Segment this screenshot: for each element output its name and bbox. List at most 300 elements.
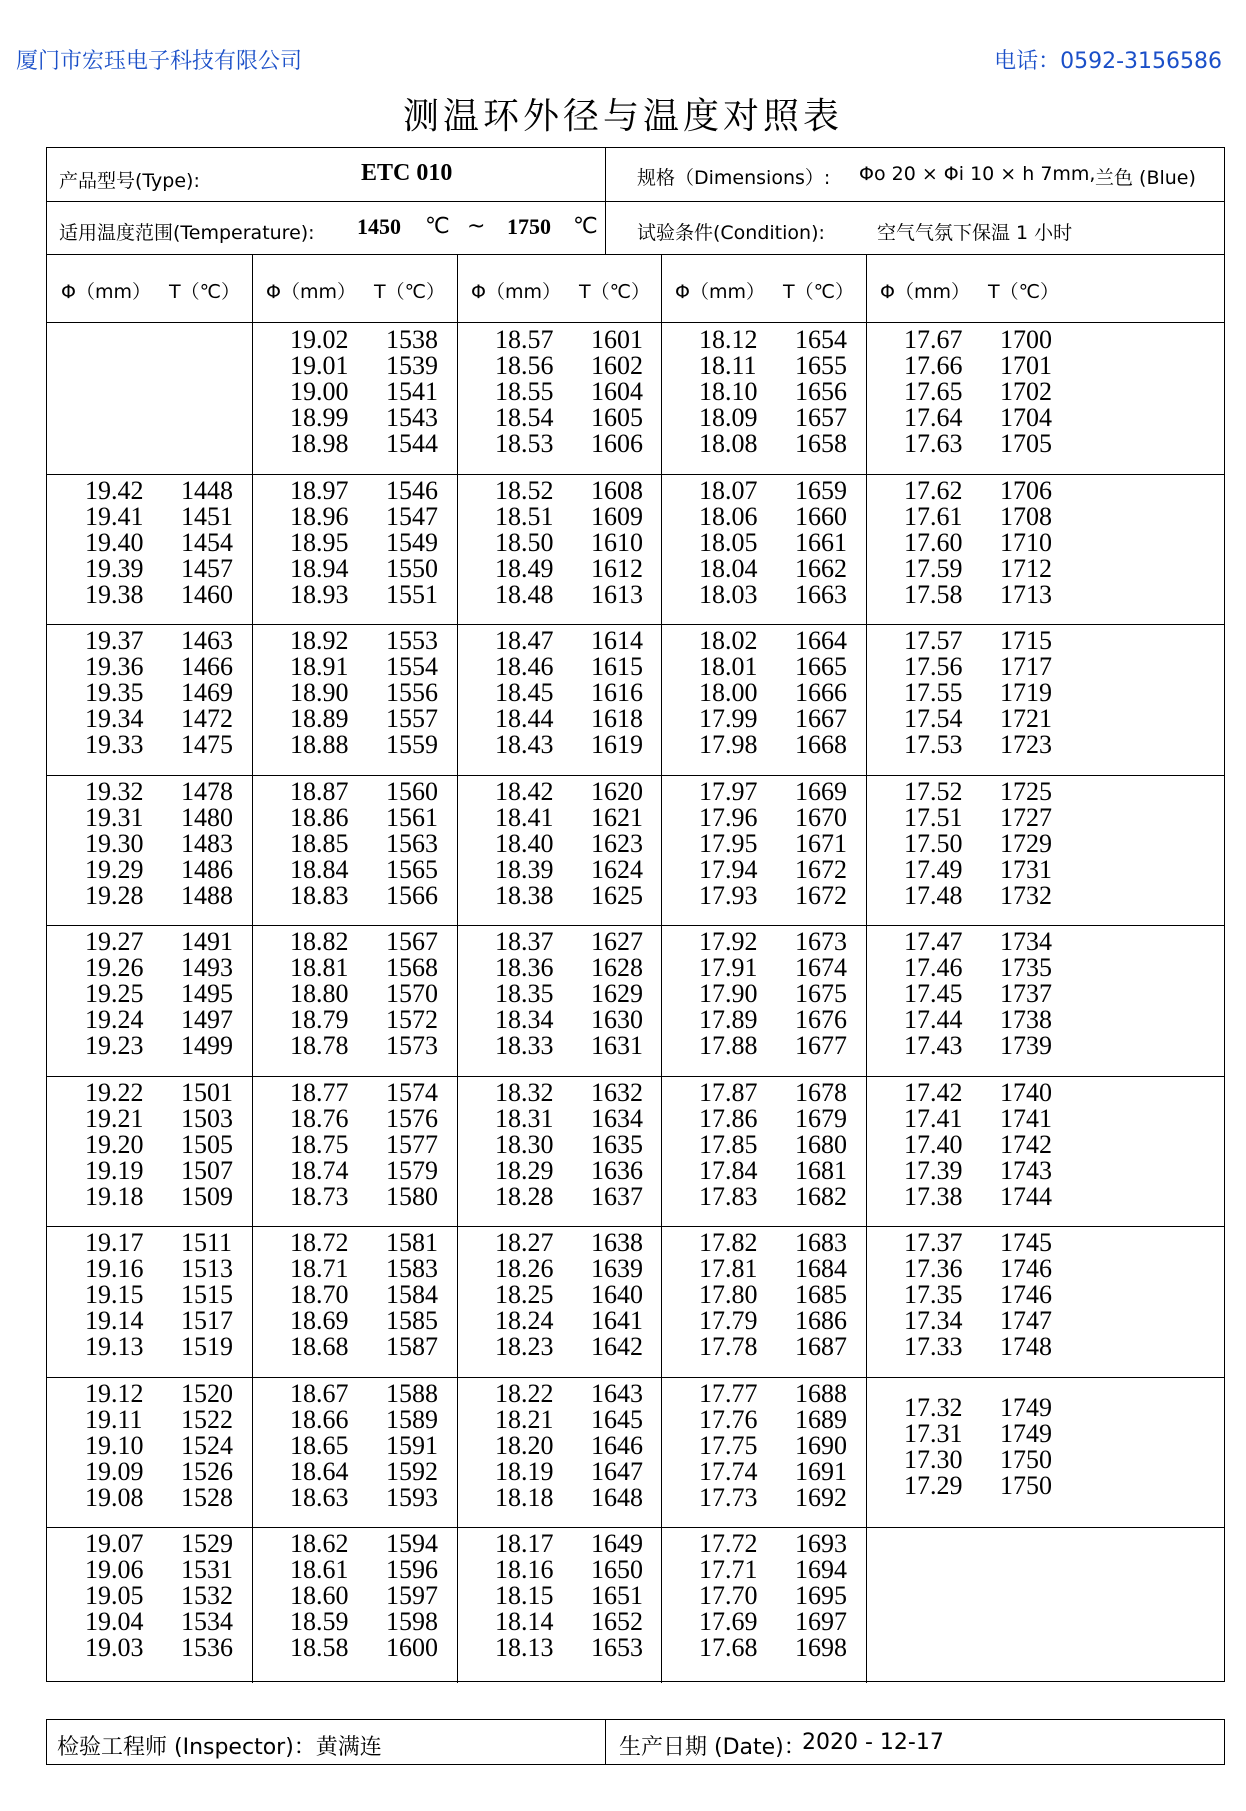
diameter-value: 19.23	[85, 1031, 144, 1060]
temperature-value: 1451	[181, 501, 233, 531]
diameter-value: 18.54	[495, 403, 554, 432]
diameter-value: 19.42	[85, 475, 144, 505]
temperature-value: 1656	[795, 377, 847, 406]
temperature-value: 1648	[591, 1482, 643, 1512]
diameter-value: 17.81	[699, 1254, 758, 1283]
temperature-value: 1565	[386, 854, 438, 884]
group-separator	[457, 925, 661, 926]
temperature-value: 1563	[386, 828, 438, 858]
diameter-value: 17.96	[699, 802, 758, 832]
temperature-value: 1522	[181, 1404, 233, 1434]
diameter-value: 17.73	[699, 1482, 758, 1512]
diameter-value: 18.41	[495, 802, 554, 832]
temperature-value: 1597	[386, 1581, 438, 1610]
temperature-value: 1531	[181, 1555, 233, 1584]
temperature-value: 1606	[591, 429, 643, 458]
diameter-value: 19.24	[85, 1005, 144, 1034]
temperature-value: 1654	[795, 325, 847, 354]
temperature-value: 1686	[795, 1306, 847, 1335]
diameter-value: 19.21	[85, 1103, 144, 1133]
temperature-unit: ℃	[425, 214, 450, 239]
diameter-value: 17.33	[904, 1332, 963, 1361]
temperature-value: 1684	[795, 1254, 847, 1283]
column-header-temperature: T（℃）	[988, 281, 1059, 303]
group-separator	[457, 1076, 661, 1077]
temperature-value: 1604	[591, 377, 643, 406]
temperature-value: 1630	[591, 1005, 643, 1034]
temperature-value: 1534	[181, 1607, 233, 1636]
temperature-value: 1667	[795, 704, 847, 733]
color-value: 兰色 (Blue)	[1095, 167, 1196, 189]
temperature-value: 1750	[1000, 1444, 1052, 1474]
diameter-value: 17.53	[904, 730, 963, 759]
diameter-value: 18.29	[495, 1155, 554, 1185]
temperature-value: 1658	[795, 429, 847, 458]
diameter-value: 17.75	[699, 1430, 758, 1460]
temperature-value: 1602	[591, 351, 643, 380]
temperature-value: 1618	[591, 704, 643, 733]
temperature-label: 适用温度范围(Temperature):	[59, 222, 315, 244]
temperature-value: 1557	[386, 704, 438, 733]
temperature-value: 1688	[795, 1378, 847, 1408]
temperature-value: 1513	[181, 1254, 233, 1283]
diameter-value: 17.99	[699, 704, 758, 733]
diameter-value: 19.38	[85, 579, 144, 609]
temperature-value: 1598	[386, 1607, 438, 1636]
diameter-value: 18.56	[495, 351, 554, 380]
diameter-value: 18.93	[290, 579, 349, 609]
temperature-value: 1731	[1000, 854, 1052, 884]
temperature-value: 1744	[1000, 1181, 1052, 1211]
temperature-value: 1579	[386, 1155, 438, 1185]
diameter-value: 17.83	[699, 1181, 758, 1211]
temperature-value: 1559	[386, 730, 438, 759]
diameter-value: 17.36	[904, 1254, 963, 1283]
temperature-value: 1472	[181, 704, 233, 733]
temperature-value: 1460	[181, 579, 233, 609]
temperature-value: 1624	[591, 854, 643, 884]
temperature-value: 1692	[795, 1482, 847, 1512]
diameter-value: 18.46	[495, 652, 554, 681]
group-separator	[252, 1226, 457, 1227]
diameter-value: 18.47	[495, 626, 554, 655]
diameter-value: 18.90	[290, 678, 349, 707]
type-value: ETC 010	[361, 160, 453, 186]
temperature-value: 1657	[795, 403, 847, 432]
diameter-value: 19.22	[85, 1077, 144, 1107]
temperature-value: 1697	[795, 1607, 847, 1636]
diameter-value: 18.35	[495, 979, 554, 1008]
column-divider	[866, 255, 867, 1683]
diameter-value: 17.80	[699, 1280, 758, 1309]
temperature-value: 1727	[1000, 802, 1052, 832]
temperature-value: 1463	[181, 626, 233, 655]
diameter-value: 17.84	[699, 1155, 758, 1185]
dimensions-value: Φo 20 × Φi 10 × h 7mm,	[859, 163, 1096, 185]
temperature-value: 1749	[1000, 1418, 1052, 1448]
temperature-value: 1554	[386, 652, 438, 681]
temperature-value: 1553	[386, 626, 438, 655]
temperature-value: 1596	[386, 1555, 438, 1584]
group-separator	[47, 1377, 252, 1378]
temperature-value: 1594	[386, 1529, 438, 1558]
temperature-value: 1486	[181, 854, 233, 884]
temperature-value: 1729	[1000, 828, 1052, 858]
temperature-value: 1541	[386, 377, 438, 406]
temperature-value: 1717	[1000, 652, 1052, 681]
group-separator	[47, 1076, 252, 1077]
column-header-temperature: T（℃）	[169, 281, 240, 303]
temperature-value: 1725	[1000, 776, 1052, 806]
diameter-value: 18.06	[699, 501, 758, 531]
diameter-value: 18.52	[495, 475, 554, 505]
diameter-value: 18.77	[290, 1077, 349, 1107]
temperature-value: 1649	[591, 1529, 643, 1558]
diameter-value: 18.20	[495, 1430, 554, 1460]
temperature-value: 1591	[386, 1430, 438, 1460]
group-separator	[457, 474, 661, 475]
diameter-value: 17.92	[699, 927, 758, 956]
diameter-value: 18.27	[495, 1228, 554, 1257]
temperature-value: 1585	[386, 1306, 438, 1335]
diameter-value: 17.66	[904, 351, 963, 380]
diameter-value: 17.78	[699, 1332, 758, 1361]
temperature-value: 1609	[591, 501, 643, 531]
diameter-value: 19.12	[85, 1378, 144, 1408]
diameter-value: 17.41	[904, 1103, 963, 1133]
temperature-value: 1672	[795, 854, 847, 884]
temperature-value: 1613	[591, 579, 643, 609]
temperature-value: 1614	[591, 626, 643, 655]
diameter-value: 17.44	[904, 1005, 963, 1034]
diameter-value: 18.24	[495, 1306, 554, 1335]
diameter-value: 17.30	[904, 1444, 963, 1474]
temperature-value: 1687	[795, 1332, 847, 1361]
temperature-value: 1623	[591, 828, 643, 858]
diameter-value: 18.48	[495, 579, 554, 609]
temperature-value: 1529	[181, 1529, 233, 1558]
temperature-value: 1706	[1000, 475, 1052, 505]
diameter-value: 18.76	[290, 1103, 349, 1133]
diameter-value: 19.33	[85, 730, 144, 759]
temperature-value: 1713	[1000, 579, 1052, 609]
temperature-value: 1556	[386, 678, 438, 707]
temperature-value: 1505	[181, 1129, 233, 1159]
diameter-value: 18.75	[290, 1129, 349, 1159]
column-divider	[252, 255, 253, 1683]
temperature-value: 1488	[181, 880, 233, 910]
temperature-value: 1710	[1000, 527, 1052, 557]
column-header-row	[47, 255, 1224, 323]
diameter-value: 18.25	[495, 1280, 554, 1309]
diameter-value: 18.68	[290, 1332, 349, 1361]
diameter-value: 18.73	[290, 1181, 349, 1211]
calibration-table	[46, 147, 1225, 1682]
temperature-value: 1448	[181, 475, 233, 505]
temperature-value: 1561	[386, 802, 438, 832]
diameter-value: 19.37	[85, 626, 144, 655]
group-separator	[866, 1076, 1224, 1077]
info-row-type	[47, 148, 1224, 202]
temperature-value: 1583	[386, 1254, 438, 1283]
temperature-value: 1664	[795, 626, 847, 655]
group-separator	[47, 1226, 252, 1227]
temperature-value: 1581	[386, 1228, 438, 1257]
temperature-value: 1627	[591, 927, 643, 956]
diameter-value: 18.85	[290, 828, 349, 858]
group-separator	[252, 925, 457, 926]
diameter-value: 19.16	[85, 1254, 144, 1283]
temperature-value: 1735	[1000, 953, 1052, 982]
diameter-value: 17.95	[699, 828, 758, 858]
temperature-value: 1679	[795, 1103, 847, 1133]
group-separator	[866, 1527, 1224, 1528]
temperature-value: 1661	[795, 527, 847, 557]
temperature-min: 1450	[357, 214, 401, 239]
diameter-value: 17.29	[904, 1470, 963, 1500]
diameter-value: 19.26	[85, 953, 144, 982]
column-header-temperature: T（℃）	[783, 281, 854, 303]
diameter-value: 19.34	[85, 704, 144, 733]
diameter-value: 19.06	[85, 1555, 144, 1584]
diameter-value: 17.88	[699, 1031, 758, 1060]
diameter-value: 17.62	[904, 475, 963, 505]
temperature-value: 1685	[795, 1280, 847, 1309]
diameter-value: 17.93	[699, 880, 758, 910]
temperature-value: 1573	[386, 1031, 438, 1060]
diameter-value: 18.42	[495, 776, 554, 806]
diameter-value: 17.55	[904, 678, 963, 707]
group-separator	[661, 474, 866, 475]
diameter-value: 17.89	[699, 1005, 758, 1034]
temperature-value: 1497	[181, 1005, 233, 1034]
temperature-value: 1691	[795, 1456, 847, 1486]
temperature-value: 1708	[1000, 501, 1052, 531]
temperature-value: 1740	[1000, 1077, 1052, 1107]
temperature-value: 1747	[1000, 1306, 1052, 1335]
temperature-value: 1466	[181, 652, 233, 681]
diameter-value: 18.38	[495, 880, 554, 910]
group-separator	[457, 775, 661, 776]
temperature-value: 1605	[591, 403, 643, 432]
temperature-value: 1560	[386, 776, 438, 806]
diameter-value: 19.15	[85, 1280, 144, 1309]
diameter-value: 17.32	[904, 1392, 963, 1422]
temperature-value: 1681	[795, 1155, 847, 1185]
temperature-value: 1566	[386, 880, 438, 910]
temperature-value: 1651	[591, 1581, 643, 1610]
diameter-value: 18.00	[699, 678, 758, 707]
diameter-value: 18.30	[495, 1129, 554, 1159]
temperature-value: 1678	[795, 1077, 847, 1107]
temperature-value: 1659	[795, 475, 847, 505]
group-separator	[661, 1527, 866, 1528]
temperature-value: 1457	[181, 553, 233, 583]
diameter-value: 18.70	[290, 1280, 349, 1309]
diameter-value: 19.20	[85, 1129, 144, 1159]
group-separator	[47, 624, 252, 625]
temperature-value: 1629	[591, 979, 643, 1008]
diameter-value: 18.81	[290, 953, 349, 982]
diameter-value: 18.01	[699, 652, 758, 681]
diameter-value: 17.68	[699, 1633, 758, 1662]
temperature-value: 1551	[386, 579, 438, 609]
footer	[46, 1719, 1225, 1765]
diameter-value: 17.59	[904, 553, 963, 583]
temperature-value: 1539	[386, 351, 438, 380]
temperature-value: 1642	[591, 1332, 643, 1361]
diameter-value: 18.33	[495, 1031, 554, 1060]
diameter-value: 17.63	[904, 429, 963, 458]
diameter-value: 17.38	[904, 1181, 963, 1211]
temperature-value: 1616	[591, 678, 643, 707]
diameter-value: 19.41	[85, 501, 144, 531]
temperature-value: 1612	[591, 553, 643, 583]
inspector: 检验工程师 (Inspector)：黄满连	[57, 1735, 382, 1760]
diameter-value: 19.35	[85, 678, 144, 707]
temperature-value: 1547	[386, 501, 438, 531]
column-divider	[661, 255, 662, 1683]
temperature-value: 1743	[1000, 1155, 1052, 1185]
temperature-value: 1647	[591, 1456, 643, 1486]
diameter-value: 18.02	[699, 626, 758, 655]
diameter-value: 17.97	[699, 776, 758, 806]
diameter-value: 17.87	[699, 1077, 758, 1107]
group-separator	[661, 1226, 866, 1227]
temperature-value: 1723	[1000, 730, 1052, 759]
diameter-value: 18.13	[495, 1633, 554, 1662]
temperature-value: 1567	[386, 927, 438, 956]
diameter-value: 18.92	[290, 626, 349, 655]
temperature-value: 1475	[181, 730, 233, 759]
column-divider	[457, 255, 458, 1683]
temperature-value: 1670	[795, 802, 847, 832]
temperature-value: 1593	[386, 1482, 438, 1512]
diameter-value: 18.95	[290, 527, 349, 557]
diameter-value: 17.34	[904, 1306, 963, 1335]
diameter-value: 19.19	[85, 1155, 144, 1185]
diameter-value: 18.80	[290, 979, 349, 1008]
temperature-value: 1454	[181, 527, 233, 557]
diameter-value: 18.98	[290, 429, 349, 458]
diameter-value: 18.14	[495, 1607, 554, 1636]
diameter-value: 17.31	[904, 1418, 963, 1448]
temperature-value: 1637	[591, 1181, 643, 1211]
diameter-value: 18.15	[495, 1581, 554, 1610]
date-value: 2020 - 12-17	[802, 1730, 944, 1755]
diameter-value: 18.58	[290, 1633, 349, 1662]
temperature-value: 1520	[181, 1378, 233, 1408]
temperature-value: 1608	[591, 475, 643, 505]
temperature-value: 1610	[591, 527, 643, 557]
page-title: 测温环外径与温度对照表	[402, 96, 843, 137]
diameter-value: 18.69	[290, 1306, 349, 1335]
temperature-value: 1671	[795, 828, 847, 858]
diameter-value: 19.31	[85, 802, 144, 832]
group-separator	[866, 775, 1224, 776]
diameter-value: 17.72	[699, 1529, 758, 1558]
diameter-value: 17.47	[904, 927, 963, 956]
group-separator	[866, 1226, 1224, 1227]
diameter-value: 18.16	[495, 1555, 554, 1584]
temperature-value: 1507	[181, 1155, 233, 1185]
column-header-diameter: Φ（mm）	[880, 281, 970, 303]
temperature-value: 1702	[1000, 377, 1052, 406]
diameter-value: 17.74	[699, 1456, 758, 1486]
temperature-value: 1577	[386, 1129, 438, 1159]
temperature-value: 1570	[386, 979, 438, 1008]
date-label: 生产日期 (Date)：	[619, 1735, 806, 1760]
temperature-value: 1705	[1000, 429, 1052, 458]
diameter-value: 18.74	[290, 1155, 349, 1185]
temperature-value: 1519	[181, 1332, 233, 1361]
temperature-value: 1712	[1000, 553, 1052, 583]
temperature-value: 1546	[386, 475, 438, 505]
temperature-value: 1677	[795, 1031, 847, 1060]
diameter-value: 19.09	[85, 1456, 144, 1486]
temperature-value: 1515	[181, 1280, 233, 1309]
diameter-value: 19.13	[85, 1332, 144, 1361]
diameter-value: 18.10	[699, 377, 758, 406]
diameter-value: 18.89	[290, 704, 349, 733]
condition-label: 试验条件(Condition):	[637, 222, 825, 244]
diameter-value: 18.23	[495, 1332, 554, 1361]
diameter-value: 18.83	[290, 880, 349, 910]
diameter-value: 18.86	[290, 802, 349, 832]
diameter-value: 19.00	[290, 377, 349, 406]
temperature-value: 1483	[181, 828, 233, 858]
column-header-diameter: Φ（mm）	[61, 281, 151, 303]
diameter-value: 18.43	[495, 730, 554, 759]
diameter-value: 19.17	[85, 1228, 144, 1257]
diameter-value: 18.79	[290, 1005, 349, 1034]
diameter-value: 19.36	[85, 652, 144, 681]
diameter-value: 19.07	[85, 1529, 144, 1558]
temperature-value: 1615	[591, 652, 643, 681]
diameter-value: 17.58	[904, 579, 963, 609]
diameter-value: 19.30	[85, 828, 144, 858]
temperature-value: 1491	[181, 927, 233, 956]
temperature-value: 1568	[386, 953, 438, 982]
diameter-value: 19.25	[85, 979, 144, 1008]
diameter-value: 18.67	[290, 1378, 349, 1408]
diameter-value: 18.61	[290, 1555, 349, 1584]
temperature-value: 1478	[181, 776, 233, 806]
column-header-diameter: Φ（mm）	[266, 281, 356, 303]
group-separator	[866, 474, 1224, 475]
temperature-value: 1700	[1000, 325, 1052, 354]
diameter-value: 17.64	[904, 403, 963, 432]
group-separator	[661, 775, 866, 776]
group-separator	[661, 624, 866, 625]
group-separator	[252, 624, 457, 625]
diameter-value: 19.29	[85, 854, 144, 884]
diameter-value: 17.90	[699, 979, 758, 1008]
temperature-value: 1693	[795, 1529, 847, 1558]
group-separator	[866, 1377, 1224, 1378]
diameter-value: 17.45	[904, 979, 963, 1008]
temperature-value: 1746	[1000, 1280, 1052, 1309]
diameter-value: 17.79	[699, 1306, 758, 1335]
diameter-value: 17.35	[904, 1280, 963, 1309]
group-separator	[47, 775, 252, 776]
temperature-value: 1549	[386, 527, 438, 557]
diameter-value: 17.51	[904, 802, 963, 832]
diameter-value: 19.01	[290, 351, 349, 380]
phone-number: 电话：0592-3156586	[994, 49, 1222, 74]
temperature-value: 1698	[795, 1633, 847, 1662]
group-separator	[252, 1076, 457, 1077]
